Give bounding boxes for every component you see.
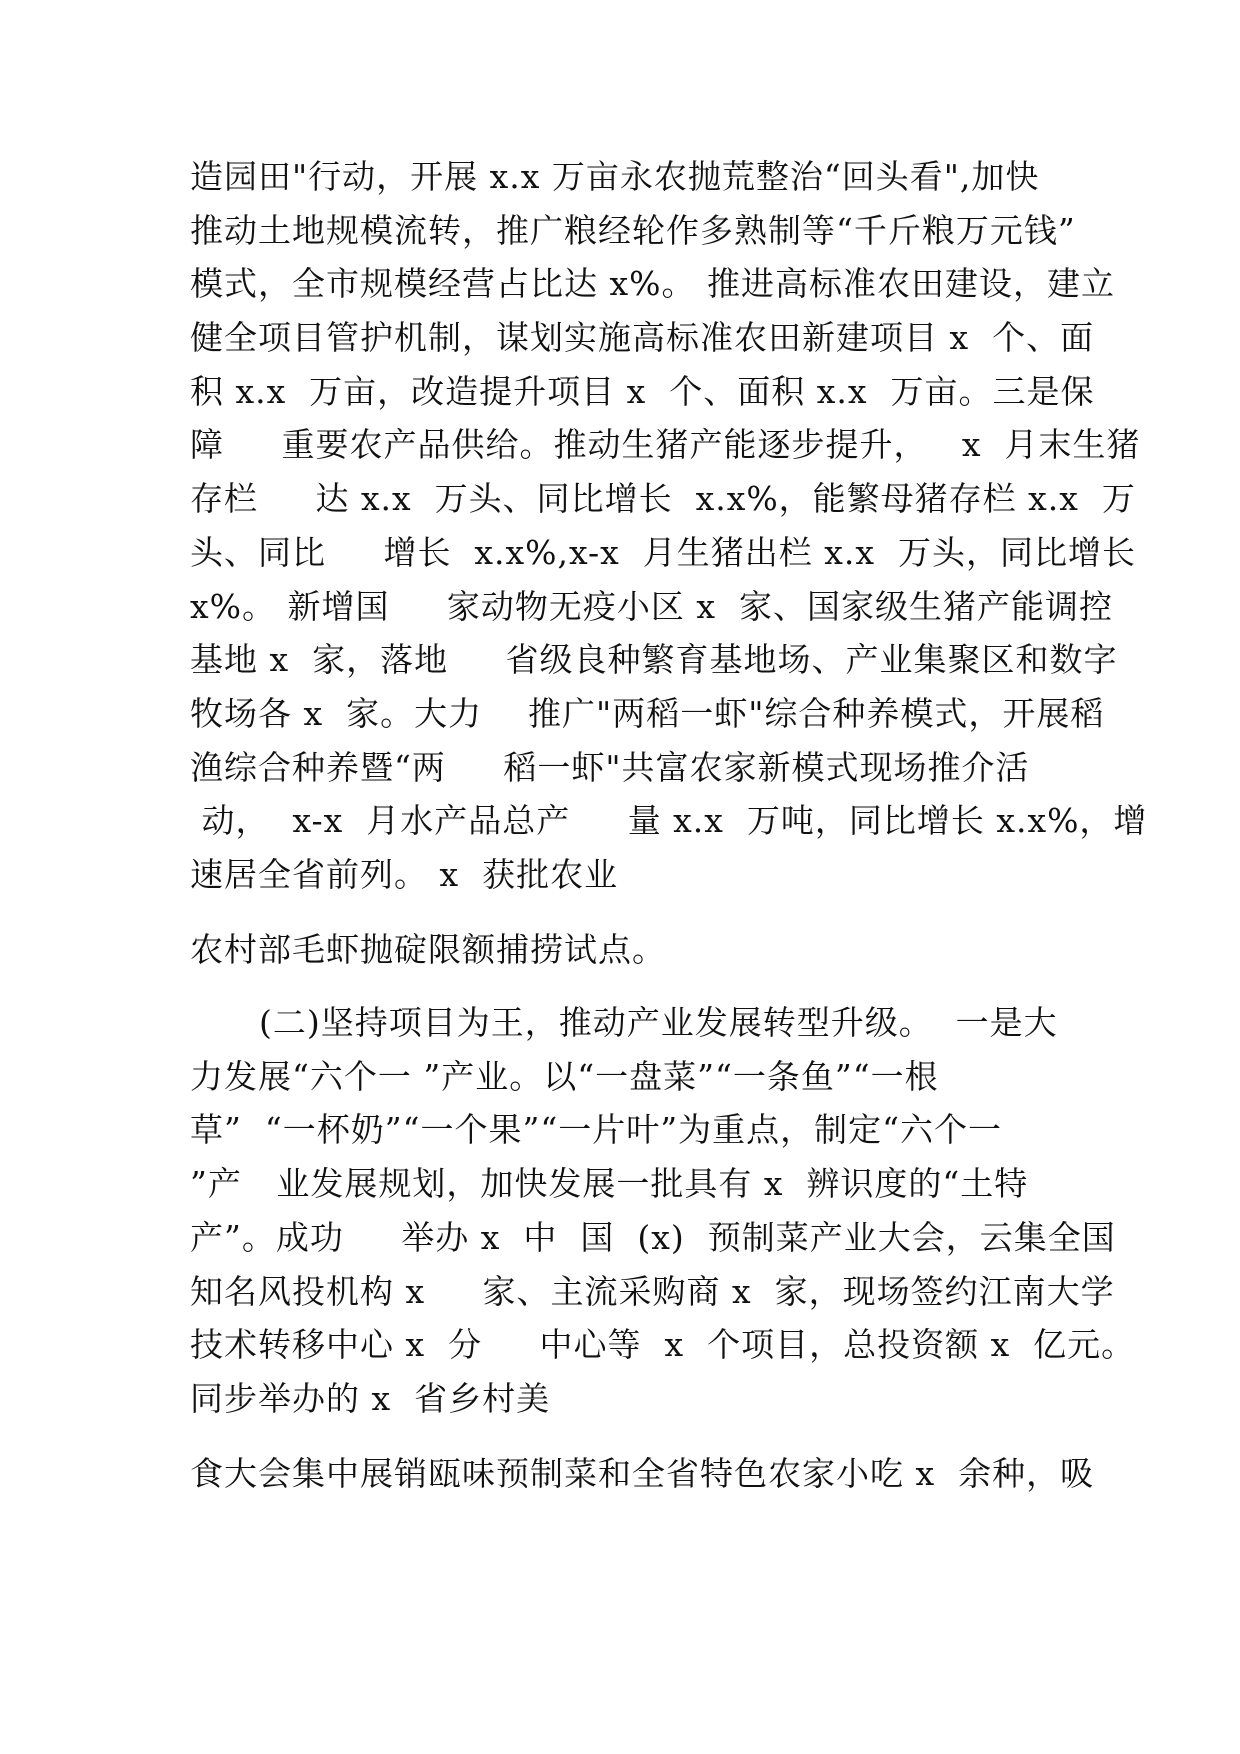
text-line: 同步举办的 x 省乡村美 xyxy=(190,1379,551,1418)
text-line: 健全项目管护机制，谋划实施高标准农田新建项目 x 个、面 xyxy=(190,318,1095,357)
text-line: 障 重要农产品供给。推动生猪产能逐步提升， x 月末生猪 xyxy=(190,425,1141,464)
text-line: 渔综合种养暨“两 稻一虾"共富农家新模式现场推介活 xyxy=(190,748,1030,787)
text-line: 存栏 达 x.x 万头、同比增长 x.x%，能繁母猪存栏 x.x 万 xyxy=(190,479,1136,518)
text-line: 造园田"行动，开展 x.x 万亩永农抛荒整治“回头看",加快 xyxy=(190,157,1040,196)
text-line: 基地 x 家，落地 省级良种繁育基地场、产业集聚区和数字 xyxy=(190,640,1118,679)
text-line: ”产 业发展规划，加快发展一批具有 x 辨识度的“土特 xyxy=(190,1164,1029,1203)
text-line: 推动土地规模流转，推广粮经轮作多熟制等“千斤粮万元钱” xyxy=(190,211,1076,250)
text-line: 产”。成功 举办 x 中 国 (x) 预制菜产业大会，云集全国 xyxy=(190,1218,1116,1257)
text-line: 模式，全市规模经营占比达 x%。 推进高标准农田建设，建立 xyxy=(190,264,1115,303)
text-line: 农村部毛虾抛碇限额捕捞试点。 xyxy=(190,930,666,969)
text-line: 速居全省前列。 x 获批农业 xyxy=(190,855,619,894)
text-line: 积 x.x 万亩，改造提升项目 x 个、面积 x.x 万亩。三是保 xyxy=(190,372,1095,411)
text-line: 力发展“六个一 ”产业。以“一盘菜”“一条鱼”“一根 xyxy=(190,1057,939,1096)
text-line: (二)坚持项目为王，推动产业发展转型升级。 一是大 xyxy=(190,1003,1058,1042)
text-line: 动， x-x 月水产品总产 量 x.x 万吨，同比增长 x.x%，增 xyxy=(190,801,1148,840)
text-line: 知名风投机构 x 家、主流采购商 x 家，现场签约江南大学 xyxy=(190,1272,1115,1311)
text-line: 头、同比 增长 x.x%,x-x 月生猪出栏 x.x 万头，同比增长 xyxy=(190,533,1136,572)
text-line: 食大会集中展销瓯味预制菜和全省特色农家小吃 x 余种，吸 xyxy=(190,1454,1095,1493)
text-line: x%。 新增国 家动物无疫小区 x 家、国家级生猪产能调控 xyxy=(190,587,1113,626)
text-line: 牧场各 x 家。大力 推广"两稻一虾"综合种养模式，开展稻 xyxy=(190,694,1105,733)
text-line: 技术转移中心 x 分 中心等 x 个项目，总投资额 x 亿元。 xyxy=(190,1325,1136,1364)
text-line: 草” “一杯奶”“一个果”“一片叶”为重点，制定“六个一 xyxy=(190,1110,1002,1149)
